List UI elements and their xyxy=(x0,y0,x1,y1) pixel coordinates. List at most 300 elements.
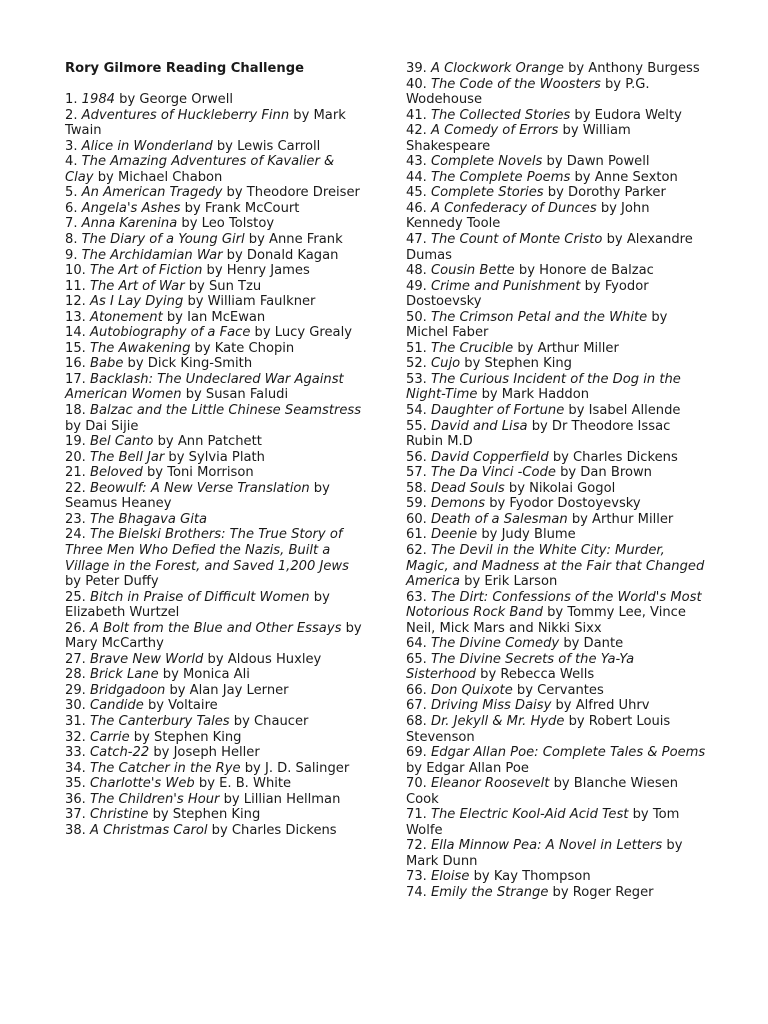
book-author: by Lucy Grealy xyxy=(250,325,352,341)
book-title: The Amazing Adventures of Kavalier & Clay xyxy=(65,154,335,185)
book-author: by Lewis Carroll xyxy=(212,138,321,154)
book-title: The Devil in the White City: Murder, Magic, and Madness at the Fair that Changed America xyxy=(406,542,705,590)
book-number: 36. xyxy=(65,791,86,807)
book-author: by Ian McEwan xyxy=(162,309,266,325)
book-author: by Stephen King xyxy=(129,729,242,745)
book-number: 38. xyxy=(65,822,86,838)
book-list-item xyxy=(65,434,365,450)
book-list-item xyxy=(65,652,365,668)
book-number: 33. xyxy=(65,745,86,761)
book-author: by John Kennedy Toole xyxy=(406,200,650,232)
book-author: by Cervantes xyxy=(512,682,604,698)
book-author: by Judy Blume xyxy=(477,527,576,543)
book-list-item xyxy=(406,869,706,885)
book-title: The Complete Poems xyxy=(431,169,571,185)
book-number: 30. xyxy=(65,698,86,714)
book-list-item xyxy=(406,450,706,466)
book-number: 6. xyxy=(65,200,78,216)
book-author: by Kay Thompson xyxy=(469,869,591,885)
book-number: 43. xyxy=(406,154,427,170)
book-list-item xyxy=(406,341,706,357)
book-number: 55. xyxy=(406,418,427,434)
book-author: by Anne Sexton xyxy=(570,169,678,185)
book-author: by Charles Dickens xyxy=(207,822,337,838)
book-number: 53. xyxy=(406,371,427,387)
book-list-right xyxy=(406,61,706,901)
book-author: by Arthur Miller xyxy=(567,511,674,527)
book-title: Bridgadoon xyxy=(90,682,166,698)
book-author: by Honore de Balzac xyxy=(514,263,654,279)
book-number: 57. xyxy=(406,465,427,481)
book-list-item xyxy=(406,807,706,838)
book-number: 9. xyxy=(65,247,78,263)
book-author: by Anthony Burgess xyxy=(563,61,700,76)
book-title: Death of a Salesman xyxy=(431,511,568,527)
book-title: Atonement xyxy=(90,309,163,325)
book-list-item xyxy=(406,465,706,481)
book-title: Balzac and the Little Chinese Seamstress xyxy=(90,403,362,419)
book-list-left xyxy=(65,92,365,838)
right-column xyxy=(406,61,706,901)
book-list-item xyxy=(65,185,365,201)
book-list-item xyxy=(65,232,365,248)
book-number: 31. xyxy=(65,713,86,729)
book-list-item xyxy=(406,838,706,869)
book-list-item xyxy=(65,372,365,403)
book-list-item xyxy=(406,201,706,232)
book-title: Driving Miss Daisy xyxy=(431,698,552,714)
book-author: by Erik Larson xyxy=(460,574,558,590)
book-number: 26. xyxy=(65,620,86,636)
left-column xyxy=(65,61,365,838)
book-author: by Chaucer xyxy=(229,713,309,729)
book-list-item xyxy=(406,698,706,714)
book-author: by Leo Tolstoy xyxy=(177,216,275,232)
book-list-item xyxy=(65,698,365,714)
book-author: by Nikolai Gogol xyxy=(504,480,616,496)
book-list-item xyxy=(65,403,365,434)
book-list-item xyxy=(65,745,365,761)
book-author: by Rebecca Wells xyxy=(475,667,595,683)
book-number: 68. xyxy=(406,713,427,729)
book-title: A Comedy of Errors xyxy=(431,123,559,139)
book-author: by Aldous Huxley xyxy=(203,651,322,667)
book-number: 14. xyxy=(65,325,86,341)
book-number: 22. xyxy=(65,480,86,496)
book-list-item xyxy=(65,621,365,652)
book-list-item xyxy=(406,356,706,372)
book-number: 8. xyxy=(65,232,78,248)
book-title: David Copperfield xyxy=(431,449,549,465)
book-number: 70. xyxy=(406,776,427,792)
book-title: Charlotte's Web xyxy=(90,776,195,792)
book-title: Edgar Allan Poe: Complete Tales & Poems xyxy=(431,745,706,761)
book-list-item xyxy=(65,325,365,341)
book-list-item xyxy=(406,652,706,683)
book-title: A Clockwork Orange xyxy=(431,61,564,76)
book-number: 13. xyxy=(65,309,86,325)
book-number: 25. xyxy=(65,589,86,605)
book-title: Angela's Ashes xyxy=(81,200,181,216)
book-list-item xyxy=(65,248,365,264)
book-title: Daughter of Fortune xyxy=(431,403,565,419)
book-list-item xyxy=(65,465,365,481)
book-title: The Count of Monte Cristo xyxy=(431,232,603,248)
book-title: A Confederacy of Dunces xyxy=(431,200,597,216)
book-list-item xyxy=(406,683,706,699)
book-list-item xyxy=(65,294,365,310)
book-author: by Henry James xyxy=(202,263,310,279)
book-author: by Susan Faludi xyxy=(181,387,289,403)
book-number: 37. xyxy=(65,807,86,823)
book-number: 16. xyxy=(65,356,86,372)
book-list-item xyxy=(406,527,706,543)
book-number: 32. xyxy=(65,729,86,745)
book-author: by Dick King-Smith xyxy=(123,356,253,372)
book-list-item xyxy=(65,527,365,589)
book-number: 4. xyxy=(65,154,78,170)
book-number: 66. xyxy=(406,682,427,698)
book-author: by Edgar Allan Poe xyxy=(406,760,529,776)
book-author: by Isabel Allende xyxy=(564,403,681,419)
book-author: by Voltaire xyxy=(143,698,218,714)
book-list-item xyxy=(406,279,706,310)
book-number: 10. xyxy=(65,263,86,279)
book-author: by Robert Louis Stevenson xyxy=(406,713,671,745)
book-title: Beloved xyxy=(90,465,143,481)
book-title: Carrie xyxy=(90,729,130,745)
book-list-item xyxy=(406,108,706,124)
book-title: The Dirt: Confessions of the World's Most Notorious Rock Band xyxy=(406,589,702,621)
book-author: by Kate Chopin xyxy=(190,340,295,356)
book-list-item xyxy=(406,590,706,637)
book-author: by Sylvia Plath xyxy=(164,449,265,465)
book-number: 18. xyxy=(65,403,86,419)
book-list-item xyxy=(65,139,365,155)
book-list-item xyxy=(406,776,706,807)
book-number: 45. xyxy=(406,185,427,201)
document-title: Rory Gilmore Reading Challenge xyxy=(65,61,304,76)
book-title: The Art of War xyxy=(90,278,185,294)
book-title: The Canterbury Tales xyxy=(90,713,230,729)
book-list-item xyxy=(65,216,365,232)
book-number: 21. xyxy=(65,465,86,481)
book-title: Cujo xyxy=(431,356,461,372)
book-author: by Monica Ali xyxy=(158,667,250,683)
book-number: 46. xyxy=(406,200,427,216)
book-list-item xyxy=(406,714,706,745)
book-list-item xyxy=(65,512,365,528)
book-list-item xyxy=(406,61,706,77)
book-title: Anna Karenina xyxy=(81,216,178,232)
book-author: by Mary McCarthy xyxy=(65,620,362,652)
book-author: by Dawn Powell xyxy=(542,154,650,170)
book-list-item xyxy=(65,201,365,217)
book-title: Autobiography of a Face xyxy=(90,325,251,341)
book-author: by Joseph Heller xyxy=(149,745,260,761)
book-title: The Art of Fiction xyxy=(90,263,203,279)
book-list-item xyxy=(65,730,365,746)
book-author: by Blanche Wiesen Cook xyxy=(406,776,678,807)
book-author: by Mark Dunn xyxy=(406,838,683,869)
book-title: Eloise xyxy=(431,869,470,885)
book-list-item xyxy=(65,823,365,839)
book-author: by Michael Chabon xyxy=(93,169,223,185)
book-title: Complete Stories xyxy=(431,185,544,201)
book-title: Dr. Jekyll & Mr. Hyde xyxy=(431,713,565,729)
book-number: 72. xyxy=(406,838,427,854)
book-title: Brave New World xyxy=(90,651,204,667)
book-list-item xyxy=(406,745,706,776)
book-title: Babe xyxy=(90,356,124,372)
book-author: by Dai Sijie xyxy=(65,418,139,434)
book-list-item xyxy=(65,92,365,108)
book-number: 1. xyxy=(65,92,78,108)
book-author: by Dante xyxy=(559,636,624,652)
book-list-item xyxy=(406,512,706,528)
book-list-item xyxy=(406,403,706,419)
book-title: Brick Lane xyxy=(90,667,159,683)
book-title: The Bell Jar xyxy=(90,449,165,465)
book-number: 7. xyxy=(65,216,78,232)
book-number: 41. xyxy=(406,107,427,123)
book-title: David and Lisa xyxy=(431,418,528,434)
book-list-item xyxy=(406,496,706,512)
book-title: The Crucible xyxy=(431,340,514,356)
book-list-item xyxy=(406,232,706,263)
book-list-item xyxy=(65,108,365,139)
book-author: by Mark Haddon xyxy=(477,387,590,403)
book-author: by Alfred Uhrv xyxy=(551,698,650,714)
book-number: 49. xyxy=(406,278,427,294)
book-list-item xyxy=(65,279,365,295)
book-list-item xyxy=(65,667,365,683)
book-author: by Seamus Heaney xyxy=(65,480,330,512)
book-list-item xyxy=(406,636,706,652)
book-author: by Mark Twain xyxy=(65,107,346,139)
book-author: by Dan Brown xyxy=(555,465,652,481)
book-number: 20. xyxy=(65,449,86,465)
book-list-item xyxy=(65,310,365,326)
book-list-item xyxy=(65,683,365,699)
book-author: by William Faulkner xyxy=(183,294,316,310)
book-title: Adventures of Huckleberry Finn xyxy=(81,107,290,123)
book-number: 2. xyxy=(65,107,78,123)
book-title: The Bhagava Gita xyxy=(90,511,208,527)
book-number: 28. xyxy=(65,667,86,683)
book-list-item xyxy=(65,714,365,730)
book-title: The Bielski Brothers: The True Story of Three Men Who Defied the Nazis, Built a Village in the Forest, and Saved 1,200 Jews xyxy=(65,527,349,574)
book-list-item xyxy=(65,807,365,823)
book-list-item xyxy=(406,263,706,279)
book-number: 39. xyxy=(406,61,427,76)
book-author: by Alexandre Dumas xyxy=(406,232,693,263)
book-author: by Arthur Miller xyxy=(513,340,619,356)
book-number: 64. xyxy=(406,636,427,652)
book-title: Alice in Wonderland xyxy=(81,138,213,154)
book-list-item xyxy=(65,263,365,279)
book-author: by Eudora Welty xyxy=(570,107,682,123)
book-list-item xyxy=(406,154,706,170)
book-list-item xyxy=(406,310,706,341)
book-number: 67. xyxy=(406,698,427,714)
book-author: by Roger Reger xyxy=(548,884,654,900)
book-title: Bitch in Praise of Difficult Women xyxy=(90,589,310,605)
book-number: 51. xyxy=(406,340,427,356)
book-author: by Dorothy Parker xyxy=(543,185,666,201)
book-number: 3. xyxy=(65,138,78,154)
book-author: by Stephen King xyxy=(148,807,261,823)
book-list-item xyxy=(406,481,706,497)
book-number: 40. xyxy=(406,76,427,92)
book-author: by P.G. Wodehouse xyxy=(406,76,650,108)
book-number: 60. xyxy=(406,511,427,527)
book-number: 44. xyxy=(406,169,427,185)
book-title: The Diary of a Young Girl xyxy=(81,232,245,248)
book-list-item xyxy=(65,450,365,466)
book-number: 23. xyxy=(65,511,86,527)
book-number: 69. xyxy=(406,745,427,761)
book-title: Catch-22 xyxy=(90,745,150,761)
book-title: The Divine Comedy xyxy=(431,636,560,652)
book-title: The Electric Kool-Aid Acid Test xyxy=(431,807,629,823)
book-number: 65. xyxy=(406,651,427,667)
book-list-item xyxy=(65,154,365,185)
book-list-item xyxy=(406,543,706,590)
book-number: 52. xyxy=(406,356,427,372)
book-author: by Tom Wolfe xyxy=(406,807,680,838)
book-author: by George Orwell xyxy=(115,92,234,108)
book-author: by Charles Dickens xyxy=(548,449,678,465)
book-list-item xyxy=(65,761,365,777)
book-list-item xyxy=(406,77,706,108)
book-title: The Da Vinci -Code xyxy=(431,465,556,481)
book-title: Crime and Punishment xyxy=(431,278,581,294)
book-author: by Anne Frank xyxy=(244,232,343,248)
book-number: 11. xyxy=(65,278,86,294)
book-title: The Children's Hour xyxy=(90,791,220,807)
book-number: 63. xyxy=(406,589,427,605)
book-list-item xyxy=(65,481,365,512)
book-number: 15. xyxy=(65,340,86,356)
book-number: 58. xyxy=(406,480,427,496)
book-list-item xyxy=(406,372,706,403)
book-title: An American Tragedy xyxy=(81,185,223,201)
book-title: Cousin Bette xyxy=(431,263,515,279)
book-title: Backlash: The Undeclared War Against American Women xyxy=(65,371,344,403)
book-title: Deenie xyxy=(431,527,478,543)
book-author: by Stephen King xyxy=(460,356,572,372)
book-title: Bel Canto xyxy=(90,434,154,450)
book-number: 62. xyxy=(406,542,427,558)
book-list-item xyxy=(406,170,706,186)
book-list-item xyxy=(406,185,706,201)
book-title: The Collected Stories xyxy=(431,107,571,123)
book-number: 61. xyxy=(406,527,427,543)
book-author: by Tommy Lee, Vince Neil, Mick Mars and Nikki Sixx xyxy=(406,605,686,636)
book-title: A Christmas Carol xyxy=(90,822,208,838)
book-list-item xyxy=(406,123,706,154)
book-number: 48. xyxy=(406,263,427,279)
book-title: As I Lay Dying xyxy=(90,294,184,310)
book-title: Beowulf: A New Verse Translation xyxy=(90,480,310,496)
book-author: by Theodore Dreiser xyxy=(222,185,360,201)
book-number: 47. xyxy=(406,232,427,248)
book-list-item xyxy=(65,341,365,357)
book-author: by Fyodor Dostoyevsky xyxy=(485,496,641,512)
book-author: by Dr Theodore Issac Rubin M.D xyxy=(406,418,671,450)
book-author: by Sun Tzu xyxy=(184,278,262,294)
book-number: 12. xyxy=(65,294,86,310)
book-author: by Fyodor Dostoevsky xyxy=(406,278,649,310)
book-title: Ella Minnow Pea: A Novel in Letters xyxy=(431,838,663,854)
book-author: by Lillian Hellman xyxy=(219,791,341,807)
book-title: Christine xyxy=(90,807,149,823)
book-number: 19. xyxy=(65,434,86,450)
book-author: by Alan Jay Lerner xyxy=(165,682,289,698)
book-number: 56. xyxy=(406,449,427,465)
book-number: 27. xyxy=(65,651,86,667)
book-number: 73. xyxy=(406,869,427,885)
book-list-item xyxy=(65,776,365,792)
book-number: 29. xyxy=(65,682,86,698)
book-list-item xyxy=(406,885,706,901)
book-title: Emily the Strange xyxy=(431,884,549,900)
book-author: by William Shakespeare xyxy=(406,123,631,154)
book-author: by J. D. Salinger xyxy=(240,760,350,776)
book-list-item xyxy=(65,590,365,621)
book-number: 71. xyxy=(406,807,427,823)
book-number: 74. xyxy=(406,884,427,900)
book-author: by Peter Duffy xyxy=(65,574,159,590)
book-title: Complete Novels xyxy=(431,154,543,170)
book-title: The Divine Secrets of the Ya-Ya Sisterhood xyxy=(406,651,635,683)
book-title: 1984 xyxy=(81,92,115,108)
book-title: The Code of the Woosters xyxy=(431,76,601,92)
book-author: by Ann Patchett xyxy=(153,434,262,450)
book-title: Dead Souls xyxy=(431,480,505,496)
book-number: 34. xyxy=(65,760,86,776)
book-number: 50. xyxy=(406,309,427,325)
book-author: by Frank McCourt xyxy=(180,200,300,216)
book-author: by Elizabeth Wurtzel xyxy=(65,589,330,621)
book-title: The Curious Incident of the Dog in the Night-Time xyxy=(406,371,681,403)
book-list-item xyxy=(406,419,706,450)
book-author: by Donald Kagan xyxy=(222,247,339,263)
book-number: 42. xyxy=(406,123,427,139)
book-title: The Crimson Petal and the White xyxy=(431,309,648,325)
book-number: 59. xyxy=(406,496,427,512)
book-author: by E. B. White xyxy=(194,776,292,792)
book-title: The Catcher in the Rye xyxy=(90,760,241,776)
book-title: Demons xyxy=(431,496,486,512)
book-number: 35. xyxy=(65,776,86,792)
book-title: A Bolt from the Blue and Other Essays xyxy=(90,620,342,636)
book-number: 17. xyxy=(65,371,86,387)
book-list-item xyxy=(65,356,365,372)
book-number: 24. xyxy=(65,527,86,543)
book-title: Don Quixote xyxy=(431,682,513,698)
book-title: Candide xyxy=(90,698,144,714)
book-title: The Awakening xyxy=(90,340,191,356)
book-author: by Toni Morrison xyxy=(142,465,254,481)
book-author: by Michel Faber xyxy=(406,309,668,341)
book-title: The Archidamian War xyxy=(81,247,223,263)
book-list-item xyxy=(65,792,365,808)
book-title: Eleanor Roosevelt xyxy=(431,776,550,792)
book-number: 5. xyxy=(65,185,78,201)
book-number: 54. xyxy=(406,403,427,419)
